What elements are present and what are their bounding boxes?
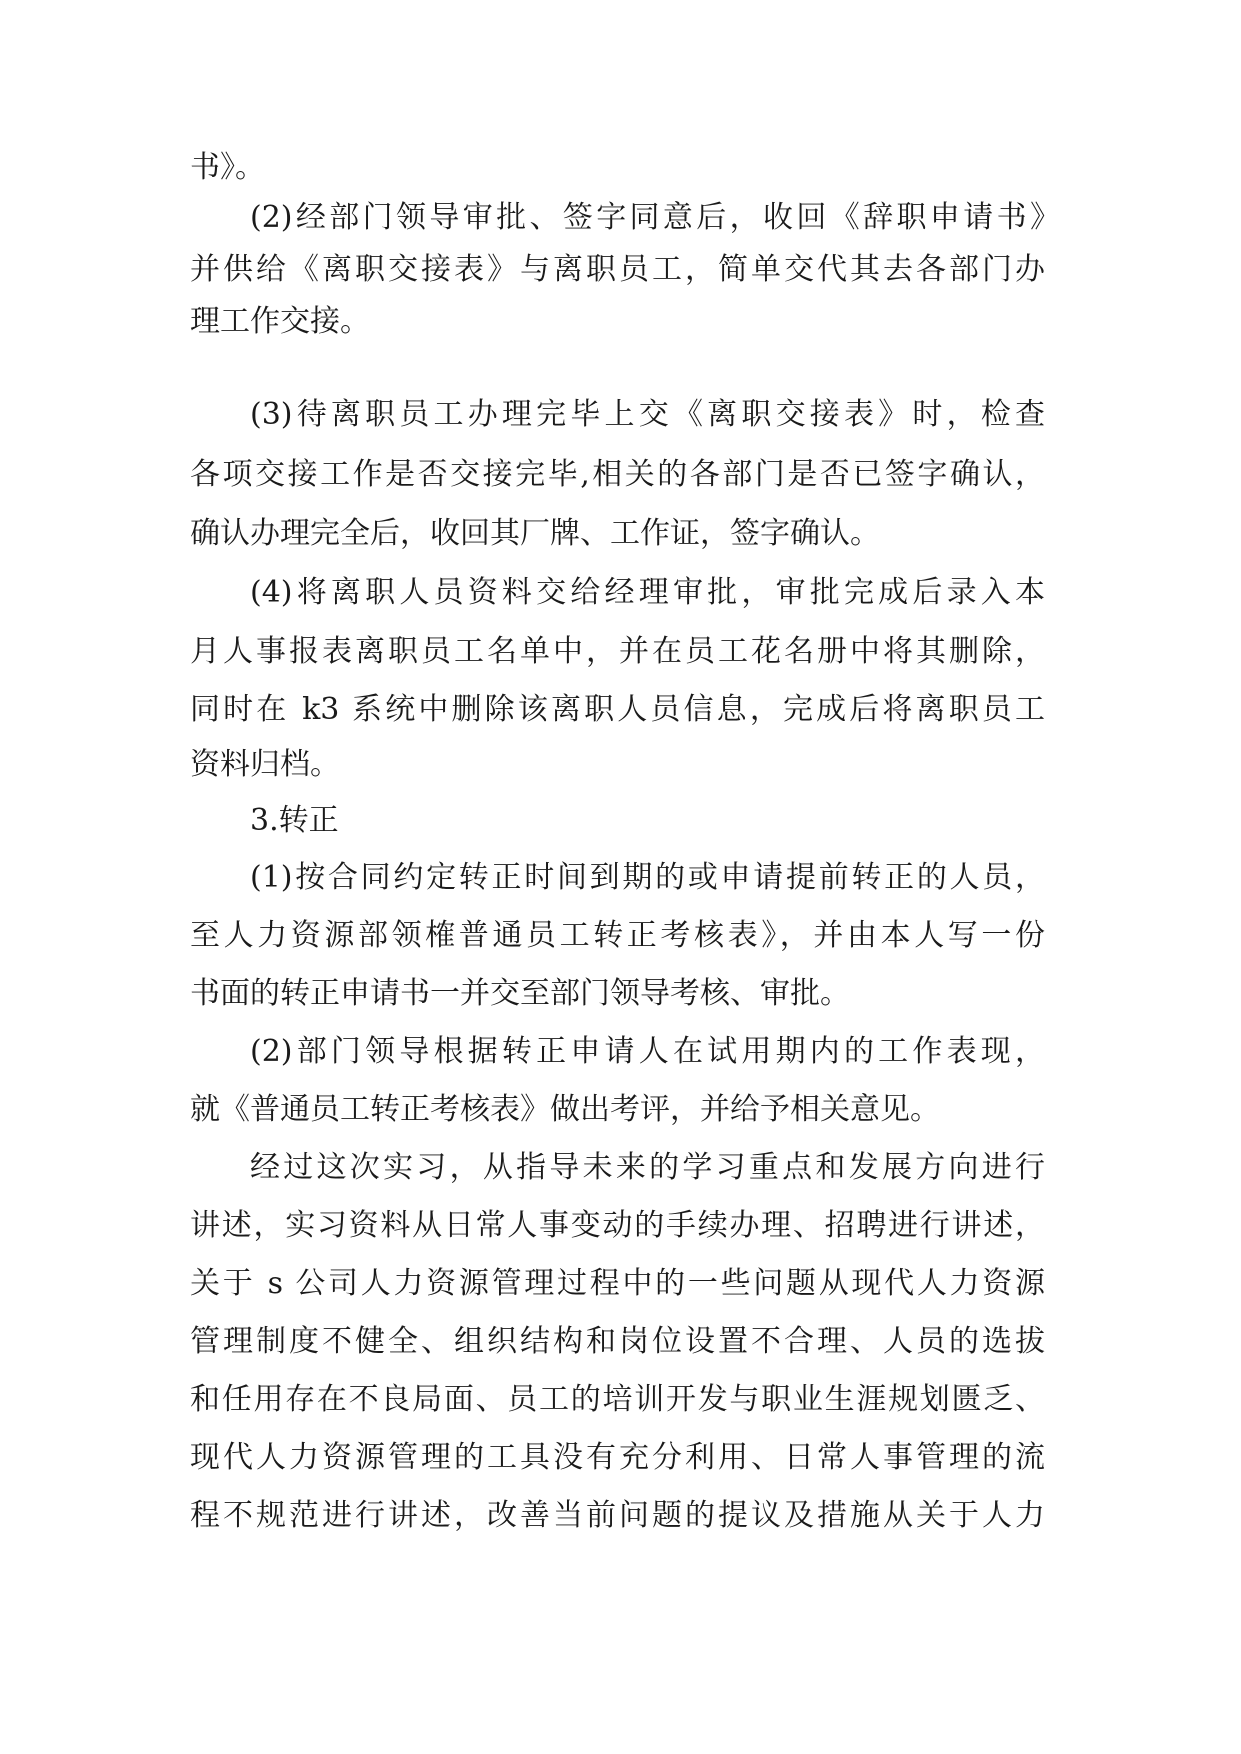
text-line: 就《普通员工转正考核表》做出考评，并给予相关意见。 <box>190 1092 940 1127</box>
text-line: 管理制度不健全、组织结构和岗位设置不合理、人员的选拔 <box>190 1324 1045 1359</box>
text-line: 和任用存在不良局面、员工的培训开发与职业生涯规划匮乏、 <box>190 1382 1045 1417</box>
text-line: 书面的转正申请书一并交至部门领导考核、审批。 <box>190 976 850 1011</box>
text-line: 书》。 <box>190 150 265 185</box>
text-line: (4)将离职人员资料交给经理审批，审批完成后录入本 <box>250 575 1045 610</box>
text-line: (2)经部门领导审批、签字同意后，收回《辞职申请书》 <box>250 200 1060 235</box>
text-line: 月人事报表离职员工名单中，并在员工花名册中将其删除， <box>190 634 1045 669</box>
text-line: 关于 s 公司人力资源管理过程中的一些问题从现代人力资源 <box>190 1266 1045 1301</box>
text-line: 程不规范进行讲述，改善当前问题的提议及措施从关于人力 <box>190 1498 1045 1533</box>
text-line: 同时在 k3 系统中删除该离职人员信息，完成后将离职员工 <box>190 692 1045 727</box>
text-line: 理工作交接。 <box>190 304 370 339</box>
text-line: (1)按合同约定转正时间到期的或申请提前转正的人员， <box>250 860 1045 895</box>
text-line: 至人力资源部领榷普通员工转正考核表》，并由本人写一份 <box>190 918 1045 953</box>
text-line: 资料归档。 <box>190 747 340 782</box>
text-line: 并供给《离职交接表》与离职员工，简单交代其去各部门办 <box>190 252 1045 287</box>
text-line: 各项交接工作是否交接完毕,相关的各部门是否已签字确认， <box>190 457 1045 492</box>
text-line: 经过这次实习，从指导未来的学习重点和发展方向进行 <box>250 1150 1045 1185</box>
text-line: 讲述，实习资料从日常人事变动的手续办理、招聘进行讲述， <box>190 1208 1045 1243</box>
text-line: (2)部门领导根据转正申请人在试用期内的工作表现， <box>250 1034 1045 1069</box>
text-line: (3)待离职员工办理完毕上交《离职交接表》时，检查 <box>250 397 1045 432</box>
text-line: 确认办理完全后，收回其厂牌、工作证，签字确认。 <box>190 516 880 551</box>
text-line: 3.转正 <box>250 803 339 838</box>
text-line: 现代人力资源管理的工具没有充分利用、日常人事管理的流 <box>190 1440 1045 1475</box>
